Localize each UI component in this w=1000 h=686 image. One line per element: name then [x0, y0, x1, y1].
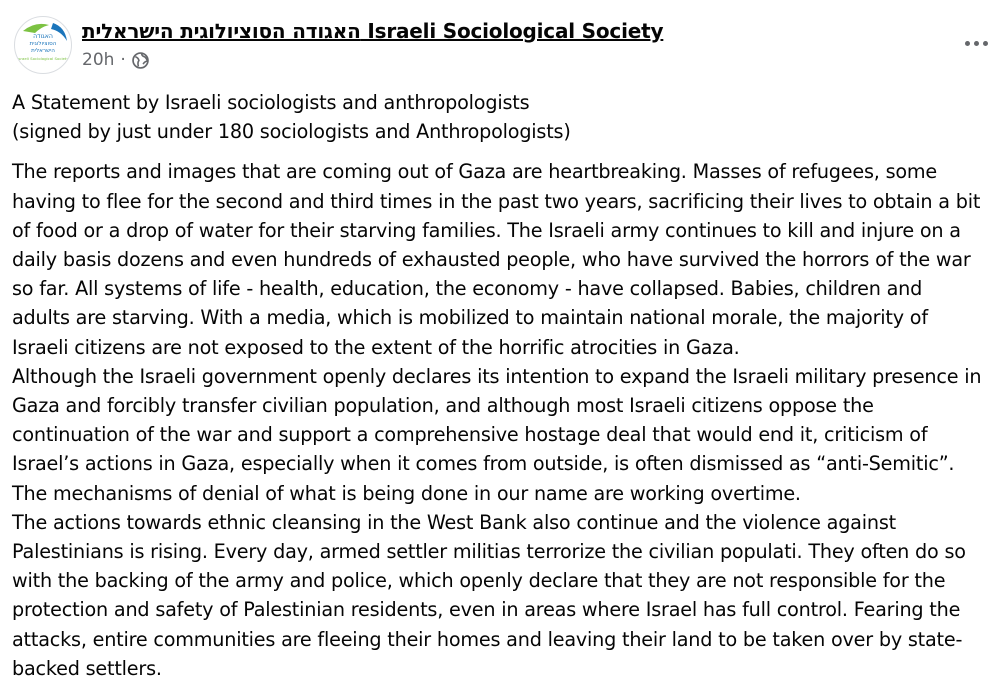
avatar[interactable]: [14, 16, 72, 74]
body-line: Israeli citizens are not exposed to the extent of the horrific atrocities in Gaza.: [12, 335, 740, 359]
post-content: [12, 88, 1000, 683]
body-line: attacks, entire communities are fleeing their homes and leaving their land to be taken over by state-: [12, 627, 963, 651]
body-line: having to flee for the second and third times in the past two years, sacrificing their lives to obtain a bit: [12, 189, 981, 213]
post-timestamp[interactable]: 20h: [82, 50, 115, 70]
logo-text-line-3: הישראלית: [31, 48, 55, 54]
body-line: Although the Israeli government openly declares its intention to expand the Israeli military presence in: [12, 364, 982, 388]
globe-icon[interactable]: [132, 52, 149, 69]
logo-text-line-1: האגודה: [33, 33, 53, 40]
logo-text-line-4: Israeli Sociological Society: [17, 56, 69, 61]
body-line: Gaza and forcibly transfer civilian population, and although most Israeli citizens oppose the: [12, 394, 874, 418]
post-body: [12, 157, 1000, 683]
body-line: daily basis dozens and even hundreds of exhausted people, who have survived the horrors of the war: [12, 248, 971, 272]
meta-separator: ·: [120, 50, 126, 70]
logo-text-line-2: הסוציולוגית: [29, 41, 57, 47]
intro-line: (signed by just under 180 sociologists and Anthropologists): [12, 120, 571, 144]
body-line: of food or a drop of water for their starving families. The Israeli army continues to kill and injure on a: [12, 218, 961, 242]
body-line: Palestinians is rising. Every day, armed settler militias terrorize the civilian populati. They often do so: [12, 540, 966, 564]
intro-line: A Statement by Israeli sociologists and anthropologists: [12, 91, 530, 114]
body-line: continuation of the war and support a comprehensive hostage deal that would end it, criticism of: [12, 423, 928, 447]
more-dot: [983, 41, 988, 46]
post-meta: [82, 50, 149, 70]
more-dot: [974, 41, 979, 46]
body-line: adults are starving. With a media, which is mobilized to maintain national morale, the majority of: [12, 306, 928, 330]
body-line: The actions towards ethnic cleansing in the West Bank also continue and the violence against: [12, 510, 896, 534]
body-line: with the backing of the army and police, which openly declare that they are not responsible for the: [12, 569, 946, 593]
body-line: The reports and images that are coming out of Gaza are heartbreaking. Masses of refugees, some: [12, 160, 938, 184]
post-intro: [12, 88, 1000, 146]
body-line: so far. All systems of life - health, education, the economy - have collapsed. Babies, children and: [12, 277, 923, 301]
body-line: The mechanisms of denial of what is being done in our name are working overtime.: [12, 481, 801, 505]
more-horizontal-icon: [965, 41, 970, 46]
body-line: Israel’s actions in Gaza, especially when it comes from outside, is often dismissed as “anti-Semitic”.: [12, 452, 955, 476]
body-line: protection and safety of Palestinian residents, even in areas where Israel has full control. Fearing the: [12, 598, 961, 622]
post-header: [14, 16, 994, 76]
more-options-button[interactable]: [958, 28, 994, 58]
society-logo-icon: [15, 17, 71, 73]
page-name-link[interactable]: האגודה הסוציולוגית הישראלית Israeli Sociological Society: [82, 19, 664, 43]
body-line: backed settlers.: [12, 656, 162, 680]
